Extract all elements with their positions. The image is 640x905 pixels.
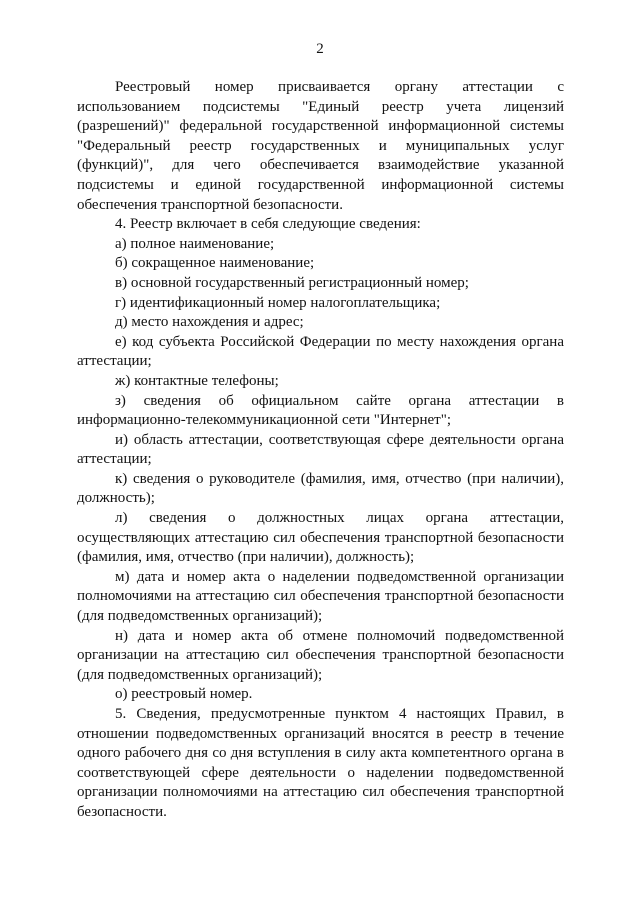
list-item-b: б) сокращенное наименование;	[115, 255, 315, 272]
list-item-k: к) сведения о руководителе (фамилия, имя, отчество (при наличии), должность);	[77, 470, 564, 507]
list-item-g: г) идентификационный номер налогоплательщика;	[115, 294, 441, 311]
list-item-n: н) дата и номер акта об отмене полномочий подведомственной организации на аттестацию сил обеспечения транспортной безопасности (для подведомственных организаций);	[77, 627, 564, 683]
list-item-d: д) место нахождения и адрес;	[115, 314, 304, 331]
list-item-l: л) сведения о должностных лицах органа аттестации, осуществляющих аттестацию сил обеспечения транспортной безопасности (фамилия, имя, отчество (при наличии), должность);	[77, 510, 564, 566]
list-item-o: о) реестровый номер.	[115, 686, 253, 703]
list-item-z: з) сведения об официальном сайте органа аттестации в информационно-телекоммуникационной сети "Интернет";	[77, 392, 564, 429]
list-item-v: в) основной государственный регистрационный номер;	[115, 274, 469, 291]
list-item-a: а) полное наименование;	[115, 235, 275, 252]
list-item-zh: ж) контактные телефоны;	[115, 372, 279, 389]
list-item-i: и) область аттестации, соответствующая сфере деятельности органа аттестации;	[77, 431, 564, 468]
document-body	[77, 78, 564, 823]
list-item-e: е) код субъекта Российской Федерации по месту нахождения органа аттестации;	[77, 333, 564, 370]
page-number: 2	[316, 41, 324, 57]
paragraph-item-4: 4. Реестр включает в себя следующие сведения:	[115, 216, 421, 233]
list-item-m: м) дата и номер акта о наделении подведомственной организации полномочиями на аттестацию сил обеспечения транспортной безопасности (для подведомственных организаций);	[77, 568, 564, 625]
paragraph-item-5: 5. Сведения, предусмотренные пунктом 4 настоящих Правил, в отношении подведомственных организаций вносятся в реестр в течение одного рабочего дня со дня вступления в силу акта компетентного органа в соответствующей сфере деятельности о наделении подведомственной организации полномочиями на аттестацию сил обеспечения транспортной безопасности.	[77, 706, 564, 820]
paragraph-registry-number: Реестровый номер присваивается органу аттестации с использованием подсистемы "Единый реестр учета лицензий (разрешений)" федеральной государственной информационной системы "Федеральный реестр государственных и муниципальных услуг (функций)", для чего обеспечивается взаимодействие указанной подсистемы и единой государственной информационной системы обеспечения транспортной безопасности.	[77, 79, 564, 213]
